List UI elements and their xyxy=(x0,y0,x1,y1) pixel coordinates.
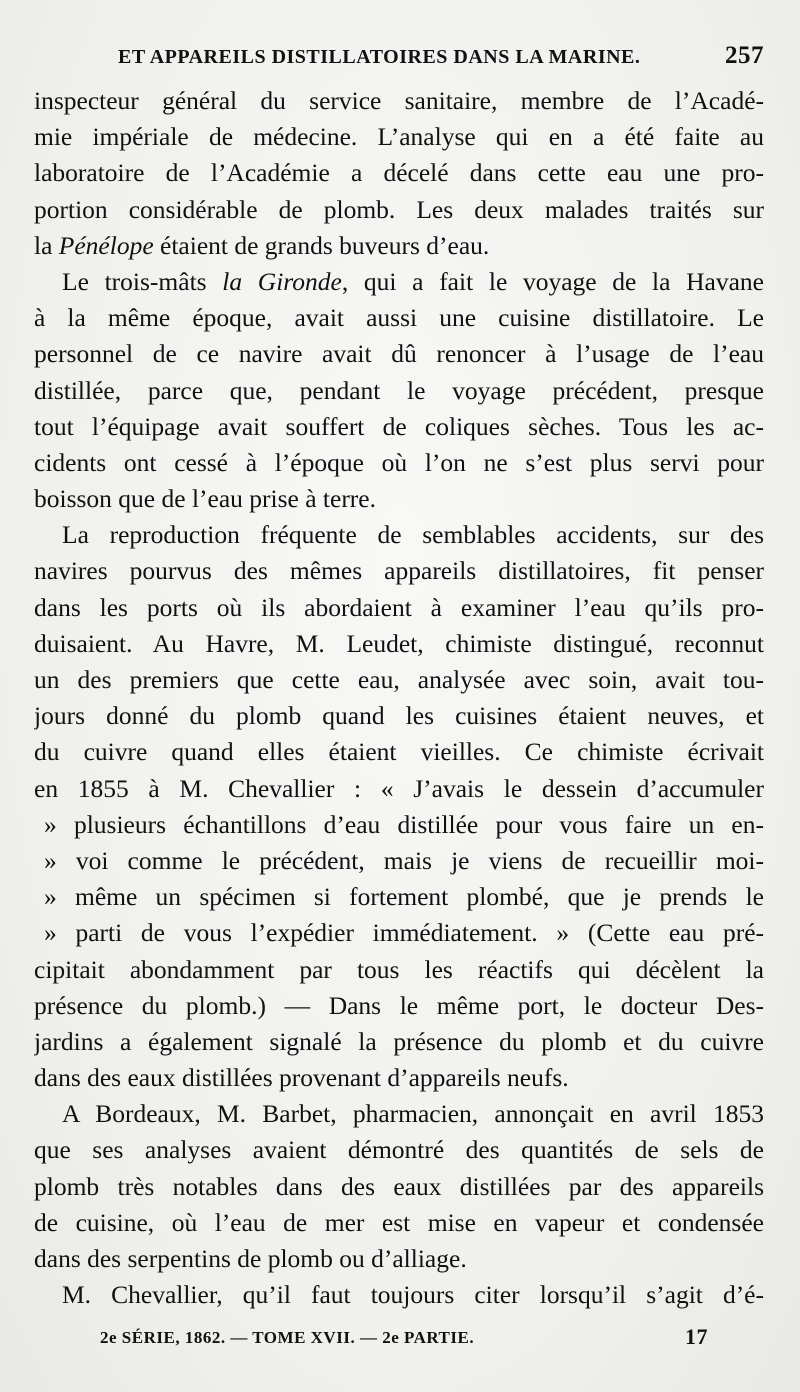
text-line: » même un spécimen si fortement plombé, que je prends le xyxy=(44,882,764,912)
running-head xyxy=(118,40,768,76)
text-fragment: étaient de grands buveurs d’eau. xyxy=(153,230,490,260)
text-line: boisson que de l’eau prise à terre. xyxy=(34,484,376,514)
text-line: jardins a également signalé la présence du plomb et du cuivre xyxy=(34,1026,764,1056)
text-line: » parti de vous l’expédier immédiatement. » (Cette eau pré- xyxy=(44,918,764,948)
text-line: inspecteur général du service sanitaire, membre de l’Acadé- xyxy=(34,86,764,115)
signature-mark: 2e SÉRIE, 1862. — TOME XVII. — 2e PARTIE. xyxy=(100,1328,475,1347)
text-line: portion considérable de plomb. Les deux malades traités sur xyxy=(34,194,764,224)
text-line: M. Chevallier, qu’il faut toujours citer lorsqu’il s’agit d’é- xyxy=(62,1280,764,1310)
text-line: personnel de ce navire avait dû renoncer à l’usage de l’eau xyxy=(34,339,764,369)
text-line: en 1855 à M. Chevallier : « J’avais le dessein d’accumuler xyxy=(34,773,764,803)
text-fragment: , qui a fait le voyage de la Havane xyxy=(341,266,764,296)
text-line: duisaient. Au Havre, M. Leudet, chimiste distingué, reconnut xyxy=(34,628,764,658)
text-line: » voi comme le précédent, mais je viens de recueillir moi- xyxy=(44,845,764,875)
page-number: 257 xyxy=(725,42,764,69)
ship-name-italic: Pénélope xyxy=(58,230,154,260)
text-line: dans des serpentins de plomb ou d’alliage. xyxy=(34,1244,467,1273)
text-line: A Bordeaux, M. Barbet, pharmacien, annonçait en avril 1853 xyxy=(62,1099,764,1129)
text-fragment: la xyxy=(34,230,59,260)
text-line: » plusieurs échantillons d’eau distillée pour vous faire un en- xyxy=(44,809,764,839)
text-line: navires pourvus des mêmes appareils distillatoires, fit penser xyxy=(34,556,764,586)
text-line: à la même époque, avait aussi une cuisine distillatoire. Le xyxy=(34,303,764,333)
text-line: cidents ont cessé à l’époque où l’on ne s’est plus servi pour xyxy=(34,447,764,477)
ship-name-italic: la Gironde xyxy=(222,266,342,296)
text-line: distillée, parce que, pendant le voyage précédent, presque xyxy=(34,375,764,405)
text-line: que ses analyses avaient démontré des quantités de sels de xyxy=(34,1135,764,1165)
text-line: cipitait abondamment par tous les réactifs qui décèlent la xyxy=(34,954,764,984)
text-line: tout l’équipage avait souffert de coliques sèches. Tous les ac- xyxy=(34,411,764,441)
text-line: dans des eaux distillées provenant d’appareils neufs. xyxy=(34,1063,569,1093)
text-line: présence du plomb.) — Dans le même port, le docteur Des- xyxy=(34,990,764,1020)
text-line: plomb très notables dans des eaux distillées par des appareils xyxy=(34,1171,764,1201)
running-title: ET APPAREILS DISTILLATOIRES DANS LA MARINE. xyxy=(118,46,641,68)
text-line: jours donné du plomb quand les cuisines étaient neuves, et xyxy=(34,701,764,731)
page-footer xyxy=(100,1322,710,1356)
text-line: mie impériale de médecine. L’analyse qui en a été faite au xyxy=(34,122,764,152)
body-text xyxy=(34,83,764,1313)
text-fragment: Le trois-mâts xyxy=(62,266,223,296)
leaf-number: 17 xyxy=(685,1324,708,1349)
text-line xyxy=(34,264,764,300)
text-line: un des premiers que cette eau, analysée avec soin, avait tou- xyxy=(34,665,764,694)
text-line: de cuisine, où l’eau de mer est mise en vapeur et condensée xyxy=(34,1207,764,1237)
text-line: laboratoire de l’Académie a décelé dans cette eau une pro- xyxy=(34,158,764,188)
text-line: La reproduction fréquente de semblables accidents, sur des xyxy=(62,520,764,550)
text-line: du cuivre quand elles étaient vieilles. Ce chimiste écrivait xyxy=(34,737,764,767)
text-line xyxy=(34,228,764,264)
text-line: dans les ports où ils abordaient à examiner l’eau qu’ils pro- xyxy=(34,592,764,622)
